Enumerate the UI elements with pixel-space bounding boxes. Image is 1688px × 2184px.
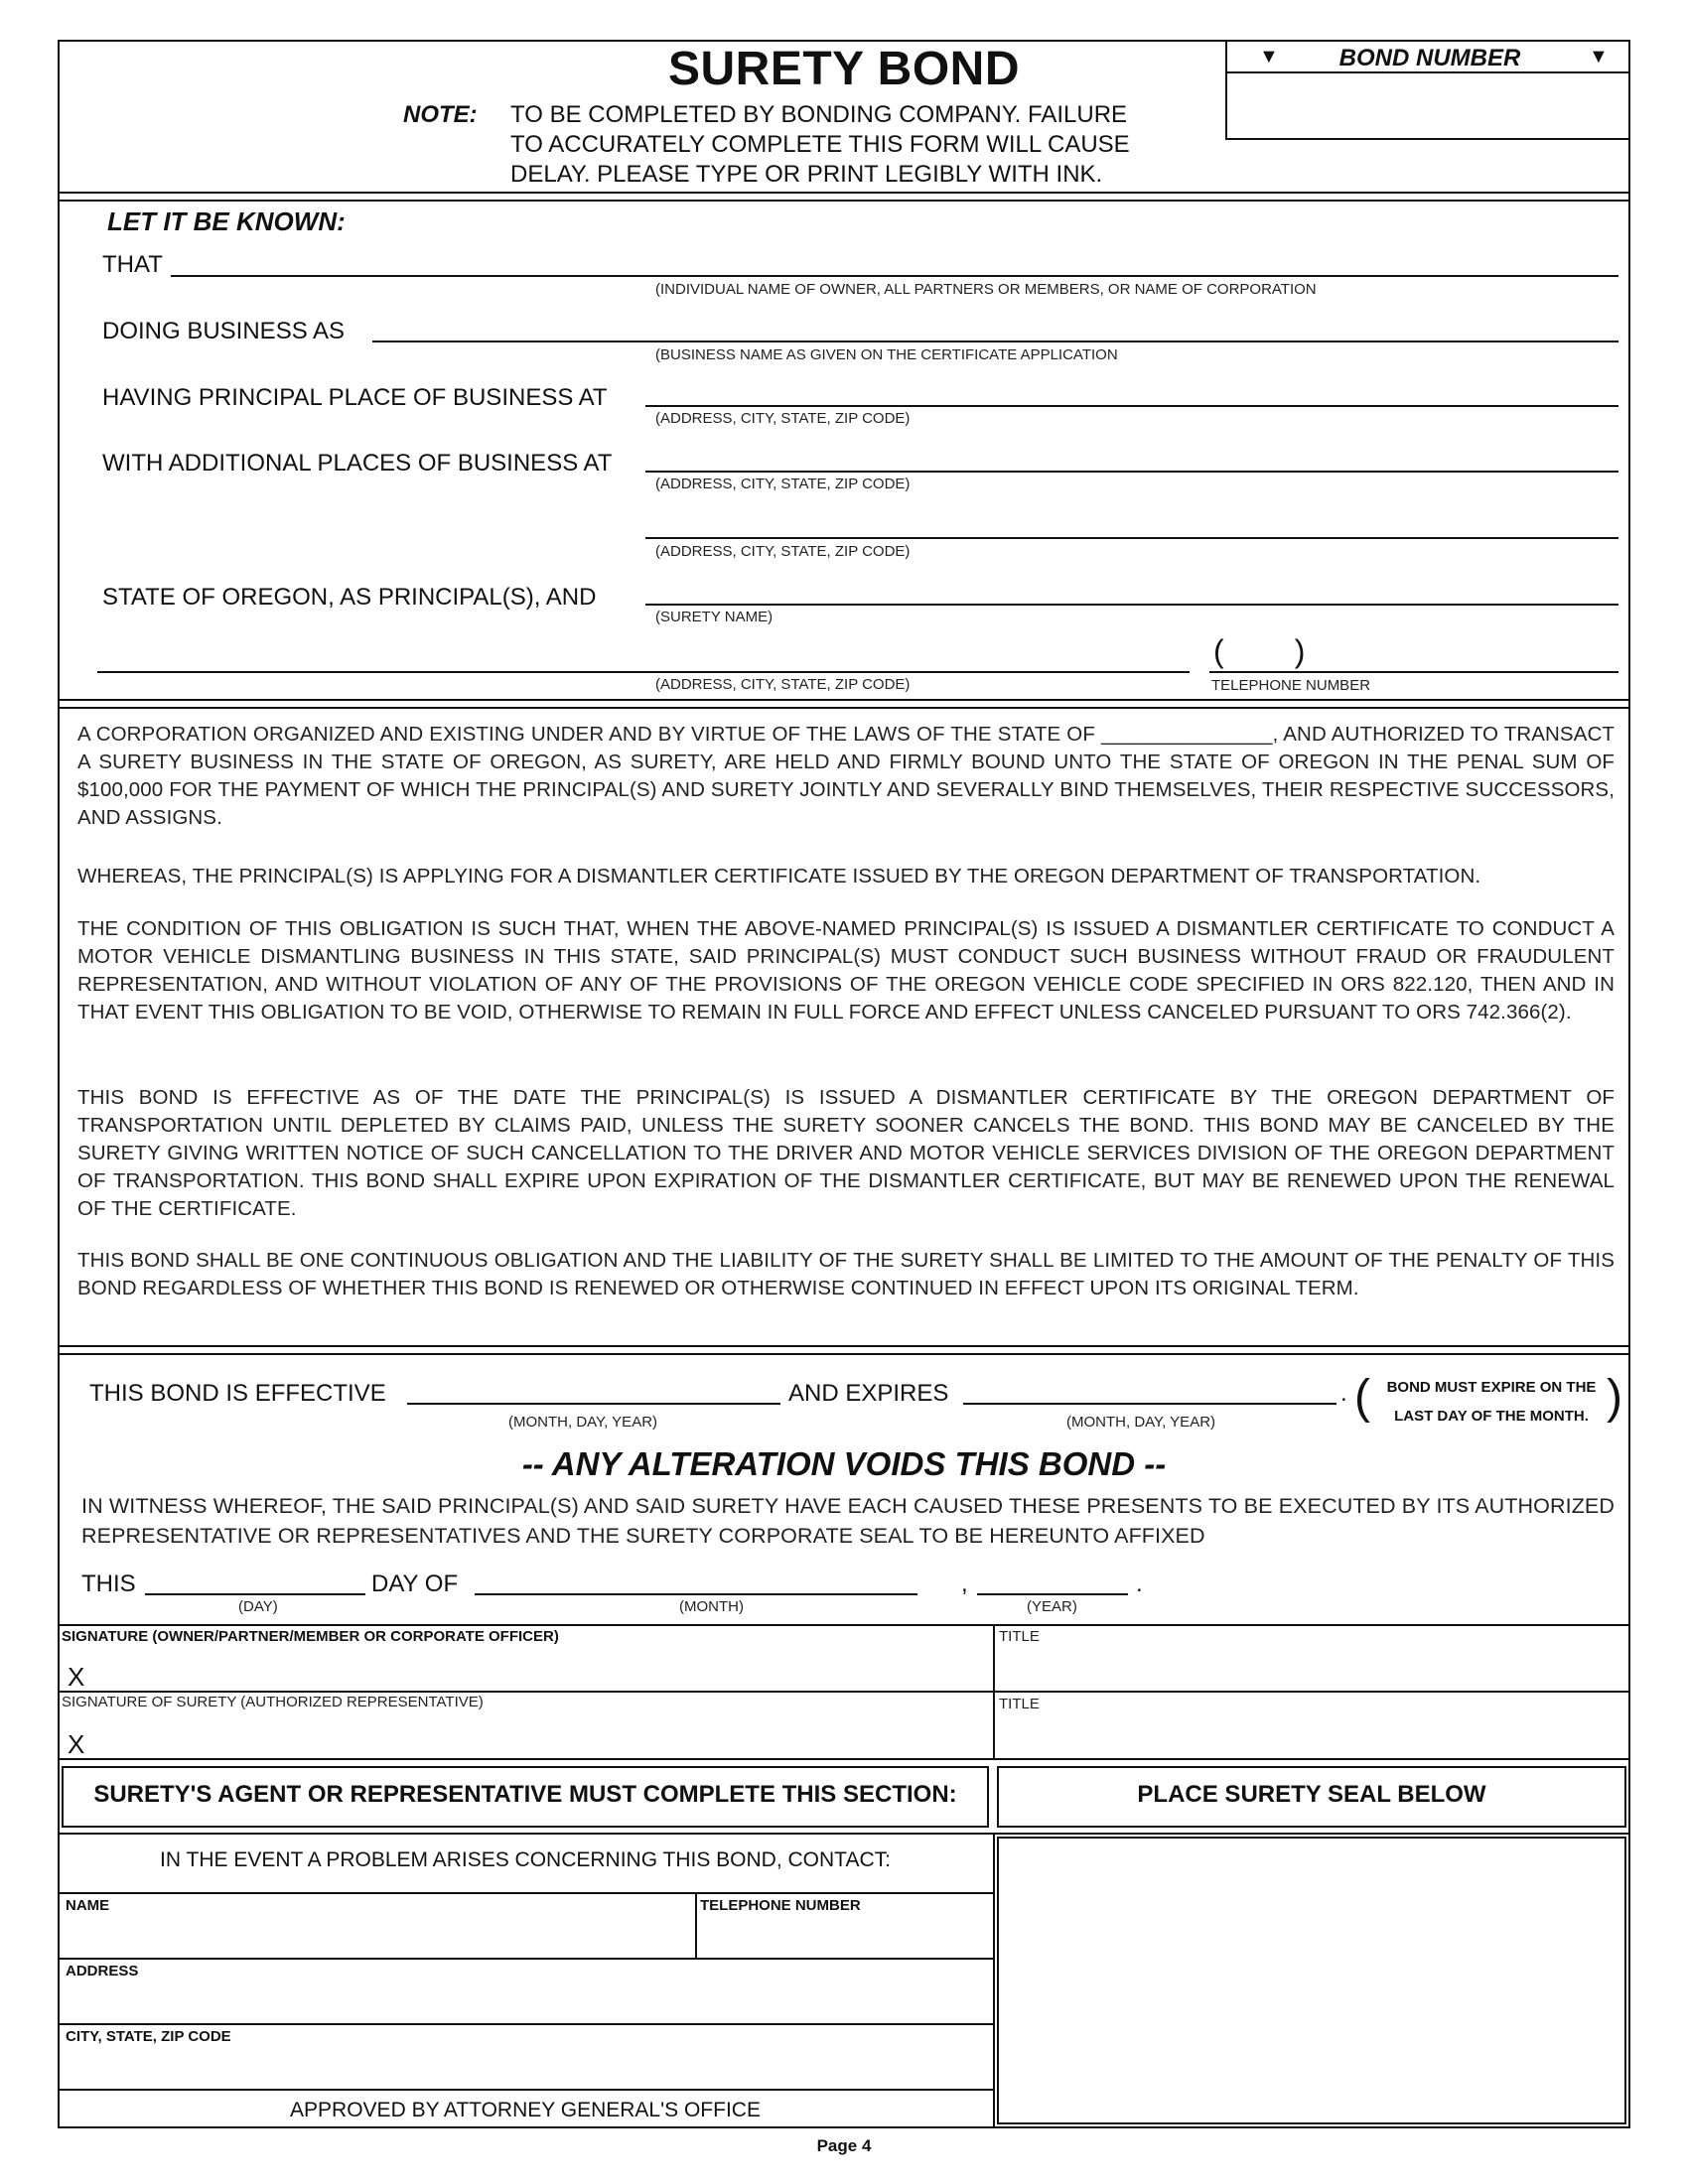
- phone-area-code[interactable]: ( ): [1213, 633, 1306, 669]
- day-caption: (DAY): [238, 1598, 278, 1615]
- contact-name-field[interactable]: [66, 1918, 689, 1954]
- principal-place-field[interactable]: [645, 405, 1618, 407]
- effective-label: THIS BOND IS EFFECTIVE: [89, 1380, 386, 1407]
- expire-note-paren-close: ): [1607, 1371, 1622, 1424]
- owner-signature-label: SIGNATURE (OWNER/PARTNER/MEMBER OR CORPORATE OFFICER): [62, 1628, 559, 1645]
- principal-place-label: HAVING PRINCIPAL PLACE OF BUSINESS AT: [102, 384, 608, 411]
- contact-city-field[interactable]: [66, 2049, 987, 2085]
- day-field[interactable]: [145, 1593, 365, 1595]
- witness-paragraph: IN WITNESS WHEREOF, THE SAID PRINCIPAL(S) AND SAID SURETY HAVE EACH CAUSED THESE PRESENTS TO BE EXECUTED BY ITS AUTHORIZED REPRESENTATIVE OR REPRESENTATIVES AND THE SURETY CORPORATE SEAL TO BE HEREUNTO AFFIXED: [81, 1494, 1615, 1548]
- expire-note-line-2: LAST DAY OF THE MONTH.: [1394, 1408, 1589, 1425]
- dba-caption: (BUSINESS NAME AS GIVEN ON THE CERTIFICATE APPLICATION: [655, 346, 1118, 363]
- phone-caption: TELEPHONE NUMBER: [1211, 677, 1371, 694]
- arrow-down-icon: ▼: [1259, 46, 1279, 68]
- contact-name-label: NAME: [66, 1897, 110, 1914]
- contact-city-label: CITY, STATE, ZIP CODE: [66, 2028, 231, 2045]
- month-field[interactable]: [475, 1593, 917, 1595]
- page-number: Page 4: [816, 2136, 872, 2155]
- owner-signature-mark: X: [68, 1662, 85, 1692]
- surety-signature-mark: X: [68, 1729, 85, 1759]
- owner-title-field[interactable]: [999, 1650, 1624, 1690]
- note-line-1: TO BE COMPLETED BY BONDING COMPANY. FAILURE: [510, 101, 1128, 128]
- surety-address-field[interactable]: [97, 671, 1190, 673]
- agent-heading: SURETY'S AGENT OR REPRESENTATIVE MUST COMPLETE THIS SECTION:: [93, 1781, 957, 1808]
- contact-instructions: IN THE EVENT A PROBLEM ARISES CONCERNING THIS BOND, CONTACT:: [160, 1848, 891, 1871]
- expire-note-paren-open: (: [1354, 1371, 1370, 1424]
- phone-field[interactable]: [1209, 671, 1618, 673]
- additional-place-caption-1: (ADDRESS, CITY, STATE, ZIP CODE): [655, 476, 911, 492]
- contact-phone-field[interactable]: [700, 1918, 988, 1954]
- note-line-3: DELAY. PLEASE TYPE OR PRINT LEGIBLY WITH INK.: [510, 161, 1103, 188]
- terms-paragraph-4: THIS BOND IS EFFECTIVE AS OF THE DATE THE PRINCIPAL(S) IS ISSUED A DISMANTLER CERTIFICATE BY THE OREGON DEPARTMENT OF TRANSPORTATION UNTIL DEPLETED BY CLAIMS PAID, UNLESS THE SURETY SOONER CANCELS THE BOND. THIS BOND MAY BE CANCELED BY THE SURETY GIVING WRITTEN NOTICE OF SUCH CANCELLATION TO THE DRIVER AND MOTOR VEHICLE SERVICES DIVISION OF THE OREGON DEPARTMENT OF TRANSPORTATION. THIS BOND SHALL EXPIRE UPON EXPIRATION OF THE DISMANTLER CERTIFICATE, BUT MAY BE RENEWED UPON THE RENEWAL OF THE CERTIFICATE.: [77, 1086, 1615, 1220]
- date-comma: ,: [961, 1570, 968, 1597]
- state-principal-label: STATE OF OREGON, AS PRINCIPAL(S), AND: [102, 584, 597, 611]
- surety-name-caption: (SURETY NAME): [655, 609, 774, 625]
- expires-period: .: [1340, 1380, 1347, 1407]
- that-field[interactable]: [171, 275, 1618, 277]
- surety-signature-label: SIGNATURE OF SURETY (AUTHORIZED REPRESENTATIVE): [62, 1694, 484, 1710]
- expire-note-line-1: BOND MUST EXPIRE ON THE: [1386, 1379, 1597, 1396]
- surety-address-caption: (ADDRESS, CITY, STATE, ZIP CODE): [655, 676, 911, 693]
- approval-statement: APPROVED BY ATTORNEY GENERAL'S OFFICE: [290, 2099, 761, 2121]
- terms-paragraph-1: A CORPORATION ORGANIZED AND EXISTING UNDER AND BY VIRTUE OF THE LAWS OF THE STATE OF _______________, AND AUTHORIZED TO TRANSACT A SURETY BUSINESS IN THE STATE OF OREGON, AS SURETY, ARE HELD AND FIRMLY BOUND UNTO THE STATE OF OREGON IN THE PENAL SUM OF $100,000 FOR THE PAYMENT OF WHICH THE PRINCIPAL(S) AND SURETY JOINTLY AND SEVERALLY BIND THEMSELVES, THEIR RESPECTIVE SUCCESSORS, AND ASSIGNS.: [77, 723, 1615, 829]
- dba-field[interactable]: [372, 341, 1618, 342]
- note-label: NOTE:: [403, 101, 478, 128]
- seal-heading: PLACE SURETY SEAL BELOW: [1137, 1781, 1486, 1808]
- terms-paragraph-5: THIS BOND SHALL BE ONE CONTINUOUS OBLIGATION AND THE LIABILITY OF THE SURETY SHALL BE LIMITED TO THE AMOUNT OF THE PENALTY OF THIS BOND REGARDLESS OF WHETHER THIS BOND IS RENEWED OR OTHERWISE CONTINUED IN EFFECT UPON ITS ORIGINAL TERM.: [77, 1249, 1615, 1299]
- contact-address-label: ADDRESS: [66, 1963, 139, 1979]
- additional-place-field-1[interactable]: [645, 471, 1618, 473]
- surety-name-field[interactable]: [645, 604, 1618, 606]
- that-caption: (INDIVIDUAL NAME OF OWNER, ALL PARTNERS OR MEMBERS, OR NAME OF CORPORATION: [655, 281, 1317, 298]
- expires-date-field[interactable]: [963, 1403, 1336, 1405]
- year-caption: (YEAR): [1027, 1598, 1077, 1615]
- owner-title-label: TITLE: [999, 1628, 1040, 1645]
- form-title: SURETY BOND: [668, 43, 1020, 95]
- month-caption: (MONTH): [679, 1598, 744, 1615]
- contact-phone-label: TELEPHONE NUMBER: [700, 1897, 861, 1914]
- dba-label: DOING BUSINESS AS: [102, 318, 346, 344]
- expires-label: AND EXPIRES: [788, 1380, 949, 1407]
- that-label: THAT: [102, 251, 163, 278]
- surety-title-field[interactable]: [999, 1715, 1624, 1755]
- additional-place-caption-2: (ADDRESS, CITY, STATE, ZIP CODE): [655, 543, 911, 560]
- additional-places-label: WITH ADDITIONAL PLACES OF BUSINESS AT: [102, 450, 613, 477]
- expires-date-caption: (MONTH, DAY, YEAR): [1066, 1414, 1216, 1431]
- arrow-down-icon: ▼: [1589, 46, 1609, 68]
- alteration-warning: -- ANY ALTERATION VOIDS THIS BOND --: [521, 1445, 1167, 1482]
- principal-place-caption: (ADDRESS, CITY, STATE, ZIP CODE): [655, 410, 911, 427]
- let-it-be-known-heading: LET IT BE KNOWN:: [107, 206, 346, 236]
- surety-signature-field[interactable]: [62, 1715, 985, 1755]
- terms-paragraph-2: WHEREAS, THE PRINCIPAL(S) IS APPLYING FOR A DISMANTLER CERTIFICATE ISSUED BY THE OREGON DEPARTMENT OF TRANSPORTATION.: [77, 865, 1481, 887]
- effective-date-caption: (MONTH, DAY, YEAR): [508, 1414, 658, 1431]
- surety-title-label: TITLE: [999, 1696, 1040, 1712]
- additional-place-field-2[interactable]: [645, 537, 1618, 539]
- owner-signature-field[interactable]: [62, 1650, 985, 1690]
- bond-number-field[interactable]: [1231, 77, 1624, 135]
- terms-paragraph-3: THE CONDITION OF THIS OBLIGATION IS SUCH THAT, WHEN THE ABOVE-NAMED PRINCIPAL(S) IS ISSUED A DISMANTLER CERTIFICATE TO CONDUCT A MOTOR VEHICLE DISMANTLING BUSINESS IN THIS STATE, SAID PRINCIPAL(S) MUST CONDUCT SUCH BUSINESS WITHOUT FRAUD OR FRAUDULENT REPRESENTATION, AND WITHOUT VIOLATION OF ANY OF THE PROVISIONS OF THE OREGON VEHICLE CODE SPECIFIED IN ORS 822.120, THEN AND IN THAT EVENT THIS OBLIGATION TO BE VOID, OTHERWISE TO REMAIN IN FULL FORCE AND EFFECT UNLESS CANCELED PURSUANT TO ORS 742.366(2).: [77, 917, 1615, 1024]
- note-line-2: TO ACCURATELY COMPLETE THIS FORM WILL CAUSE: [510, 131, 1130, 158]
- year-field[interactable]: [977, 1593, 1128, 1595]
- surety-seal-area[interactable]: [997, 1837, 1626, 2124]
- contact-address-field[interactable]: [66, 1983, 987, 2019]
- date-end-period: .: [1136, 1570, 1143, 1597]
- this-label: THIS: [81, 1570, 136, 1597]
- bond-number-label: BOND NUMBER: [1338, 45, 1521, 71]
- effective-date-field[interactable]: [407, 1403, 780, 1405]
- day-of-label: DAY OF: [371, 1570, 459, 1597]
